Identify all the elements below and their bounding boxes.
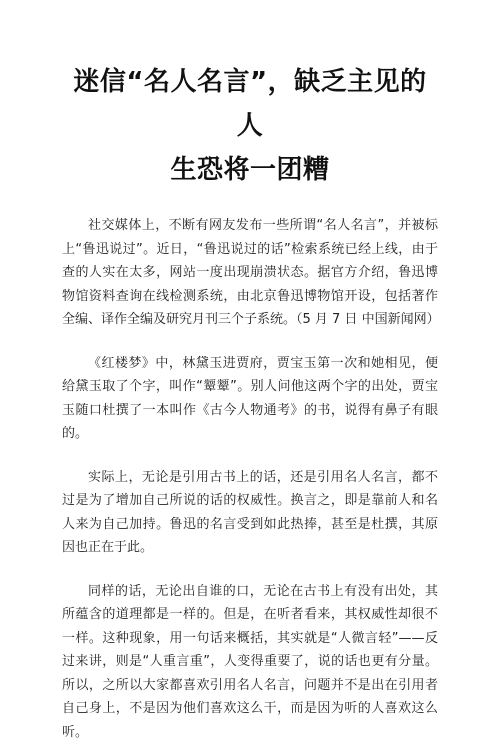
paragraph-4: 同样的话，无论出自谁的口，无论在古书上有没有出处，其所蕴含的道理都是一样的。但是，在听者看来，其权威性却很不一样。这种现象，用一句话来概括，其实就是“人微言轻”——反过来讲，则是“人重言重”，人变得重要了，说的话也更有分量。所以，之所以大家都喜欢引用名人名言，问题并不是出在引用者自己身上，不是因为他们喜欢这么干，而是因为听的人喜欢这么听。 [62,580,438,744]
article-title-line-2: 生恐将一团糟 [62,148,438,192]
paragraph-2: 《红楼梦》中，林黛玉进贾府，贾宝玉第一次和她相见，便给黛玉取了个字，叫作“颦颦”。别人问他这两个字的出处，贾宝玉随口杜撰了一本叫作《古今人物通考》的书，说得有鼻子有眼的。 [62,352,438,446]
article-title-line-1: 迷信“名人名言”，缺乏主见的人 [62,60,438,148]
article-title [62,60,438,192]
paragraph-1: 社交媒体上，不断有网友发布一些所谓“名人名言”，并被标上“鲁迅说过”。近日，“鲁迅说过的话”检索系统已经上线，由于查的人实在太多，网站一度出现崩溃状态。据官方介绍，鲁迅博物馆资料查询在线检测系统，由北京鲁迅博物馆开设，包括著作全编、译作全编及研究月刊三个子系统。（5 月 7 日 中国新闻网） [62,214,438,332]
paragraph-3: 实际上，无论是引用古书上的话，还是引用名人名言，都不过是为了增加自己所说的话的权威性。换言之，即是靠前人和名人来为自己加持。鲁迅的名言受到如此热捧，甚至是杜撰，其原因也正在于此。 [62,466,438,560]
